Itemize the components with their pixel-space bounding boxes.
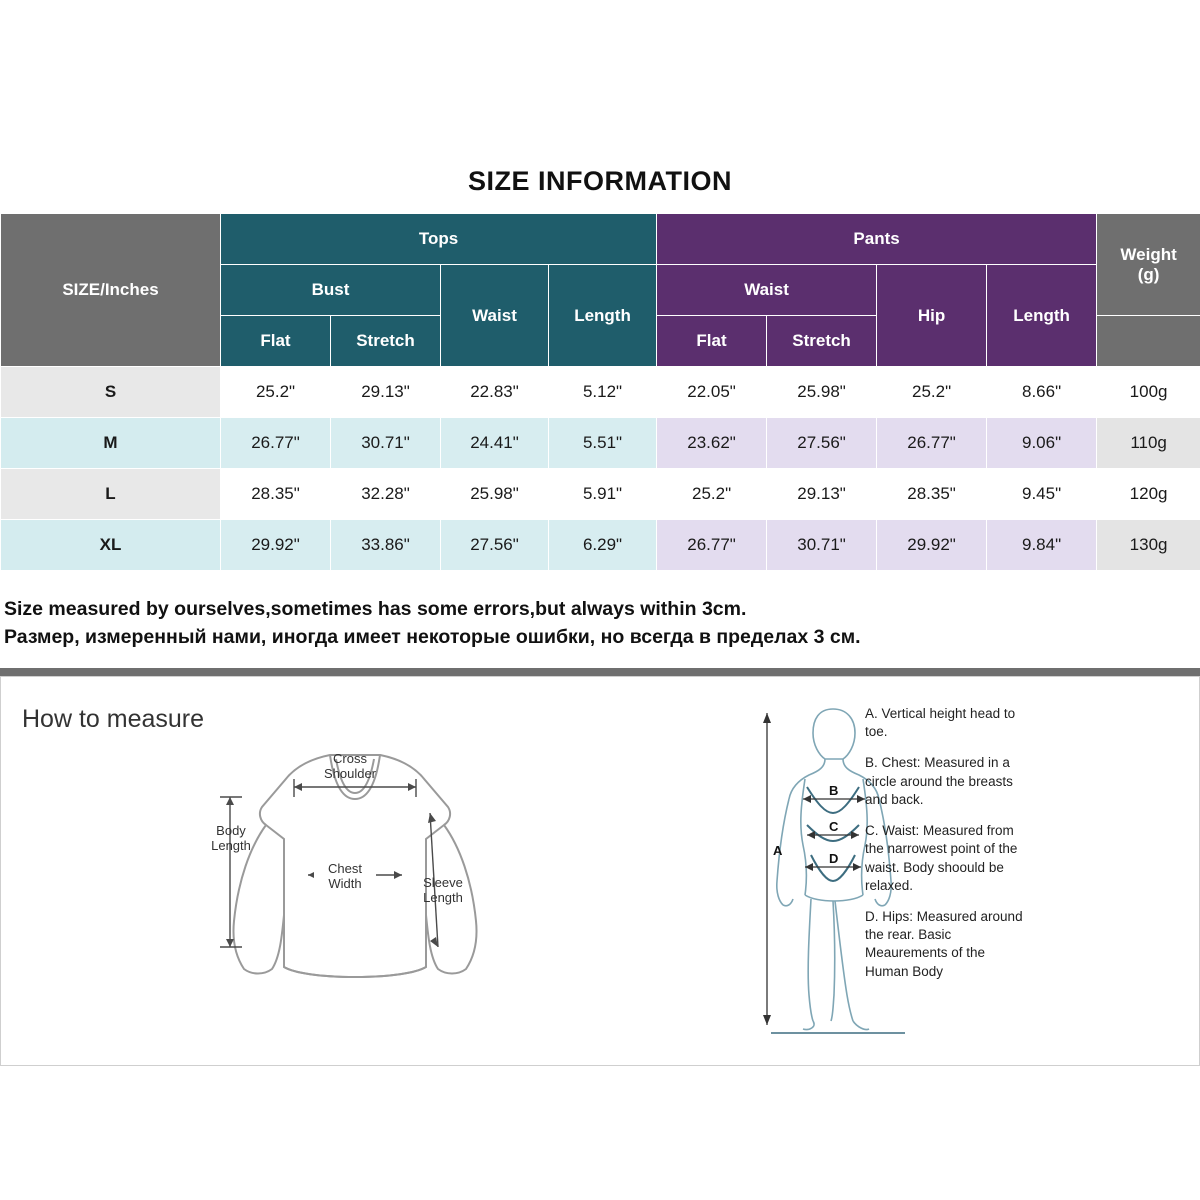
cell-weight: 110g <box>1097 418 1200 469</box>
cell-pants-hip: 25.2" <box>877 367 987 418</box>
cell-pants-waist-flat: 22.05" <box>657 367 767 418</box>
cell-weight: 120g <box>1097 469 1200 520</box>
cell-tops-bust-flat: 25.2" <box>221 367 331 418</box>
cell-tops-bust-flat: 29.92" <box>221 520 331 571</box>
header-tops-bust-flat: Flat <box>221 316 331 367</box>
label-cross-shoulder: Cross Shoulder <box>323 751 377 781</box>
cell-pants-length: 9.84" <box>987 520 1097 571</box>
header-pants-length: Length <box>987 265 1097 367</box>
note-line-ru: Размер, измеренный нами, иногда имеет некоторые ошибки, но всегда в пределах 3 см. <box>4 626 861 649</box>
cell-pants-waist-flat: 23.62" <box>657 418 767 469</box>
cell-pants-length: 9.06" <box>987 418 1097 469</box>
header-group-tops: Tops <box>221 214 657 265</box>
header-weight <box>1097 214 1200 316</box>
cell-pants-waist-stretch: 27.56" <box>767 418 877 469</box>
table-row <box>1 418 1200 469</box>
row-size-label: S <box>1 367 221 418</box>
label-chest-width: Chest Width <box>314 862 376 892</box>
marker-a: A <box>773 843 783 858</box>
header-weight-line2: (g) <box>1137 264 1160 284</box>
cell-tops-bust-stretch: 33.86" <box>331 520 441 571</box>
cell-tops-length: 5.91" <box>549 469 657 520</box>
description-d: D. Hips: Measured around the rear. Basic Meaurements of the Human Body <box>865 908 1023 979</box>
header-weight-spacer <box>1097 316 1200 367</box>
cell-pants-hip: 26.77" <box>877 418 987 469</box>
cell-tops-length: 6.29" <box>549 520 657 571</box>
cell-tops-waist: 24.41" <box>441 418 549 469</box>
description-c: C. Waist: Measured from the narrowest point of the waist. Body shoould be relaxed. <box>865 823 1018 893</box>
marker-b: B <box>829 783 839 798</box>
size-table-wrapper <box>0 213 1200 571</box>
description-b: B. Chest: Measured in a circle around the breasts and back. <box>865 755 1013 807</box>
label-body-length: Body Length <box>211 823 251 853</box>
header-tops-waist: Waist <box>441 265 549 367</box>
header-pants-waist: Waist <box>657 265 877 316</box>
header-size-label: SIZE/Inches <box>1 214 221 367</box>
cell-tops-bust-stretch: 32.28" <box>331 469 441 520</box>
cell-tops-waist: 22.83" <box>441 367 549 418</box>
header-tops-length: Length <box>549 265 657 367</box>
marker-d: D <box>829 851 839 866</box>
header-weight-line1: Weight <box>1120 244 1177 264</box>
marker-c: C <box>829 819 839 834</box>
table-row <box>1 520 1200 571</box>
description-a: A. Vertical height head to toe. <box>865 706 1016 740</box>
cell-tops-bust-stretch: 29.13" <box>331 367 441 418</box>
header-group-pants: Pants <box>657 214 1097 265</box>
how-to-measure-heading: How to measure <box>22 705 205 733</box>
cell-tops-bust-stretch: 30.71" <box>331 418 441 469</box>
cell-tops-waist: 25.98" <box>441 469 549 520</box>
cell-pants-length: 9.45" <box>987 469 1097 520</box>
cell-tops-length: 5.12" <box>549 367 657 418</box>
table-header-row-1 <box>1 214 1200 265</box>
row-size-label: L <box>1 469 221 520</box>
body-measure-descriptions <box>865 705 1030 994</box>
measurement-note <box>0 587 1200 670</box>
header-tops-bust: Bust <box>221 265 441 316</box>
row-size-label: XL <box>1 520 221 571</box>
label-sleeve-length: Sleeve Length <box>423 875 463 905</box>
header-tops-bust-stretch: Stretch <box>331 316 441 367</box>
cell-pants-waist-flat: 26.77" <box>657 520 767 571</box>
table-row <box>1 367 1200 418</box>
header-pants-waist-stretch: Stretch <box>767 316 877 367</box>
cell-tops-bust-flat: 26.77" <box>221 418 331 469</box>
cell-tops-waist: 27.56" <box>441 520 549 571</box>
header-pants-waist-flat: Flat <box>657 316 767 367</box>
cell-pants-waist-stretch: 30.71" <box>767 520 877 571</box>
cell-tops-length: 5.51" <box>549 418 657 469</box>
cell-pants-waist-flat: 25.2" <box>657 469 767 520</box>
cell-pants-waist-stretch: 29.13" <box>767 469 877 520</box>
size-table <box>0 213 1200 571</box>
cell-weight: 100g <box>1097 367 1200 418</box>
row-size-label: M <box>1 418 221 469</box>
cell-pants-waist-stretch: 25.98" <box>767 367 877 418</box>
cell-tops-bust-flat: 28.35" <box>221 469 331 520</box>
page-title: SIZE INFORMATION <box>468 166 732 196</box>
cell-weight: 130g <box>1097 520 1200 571</box>
cell-pants-hip: 29.92" <box>877 520 987 571</box>
cell-pants-hip: 28.35" <box>877 469 987 520</box>
cell-pants-length: 8.66" <box>987 367 1097 418</box>
table-row <box>1 469 1200 520</box>
section-divider <box>0 668 1200 676</box>
header-pants-hip: Hip <box>877 265 987 367</box>
note-line-en: Size measured by ourselves,sometimes has some errors,but always within 3cm. <box>4 598 747 620</box>
